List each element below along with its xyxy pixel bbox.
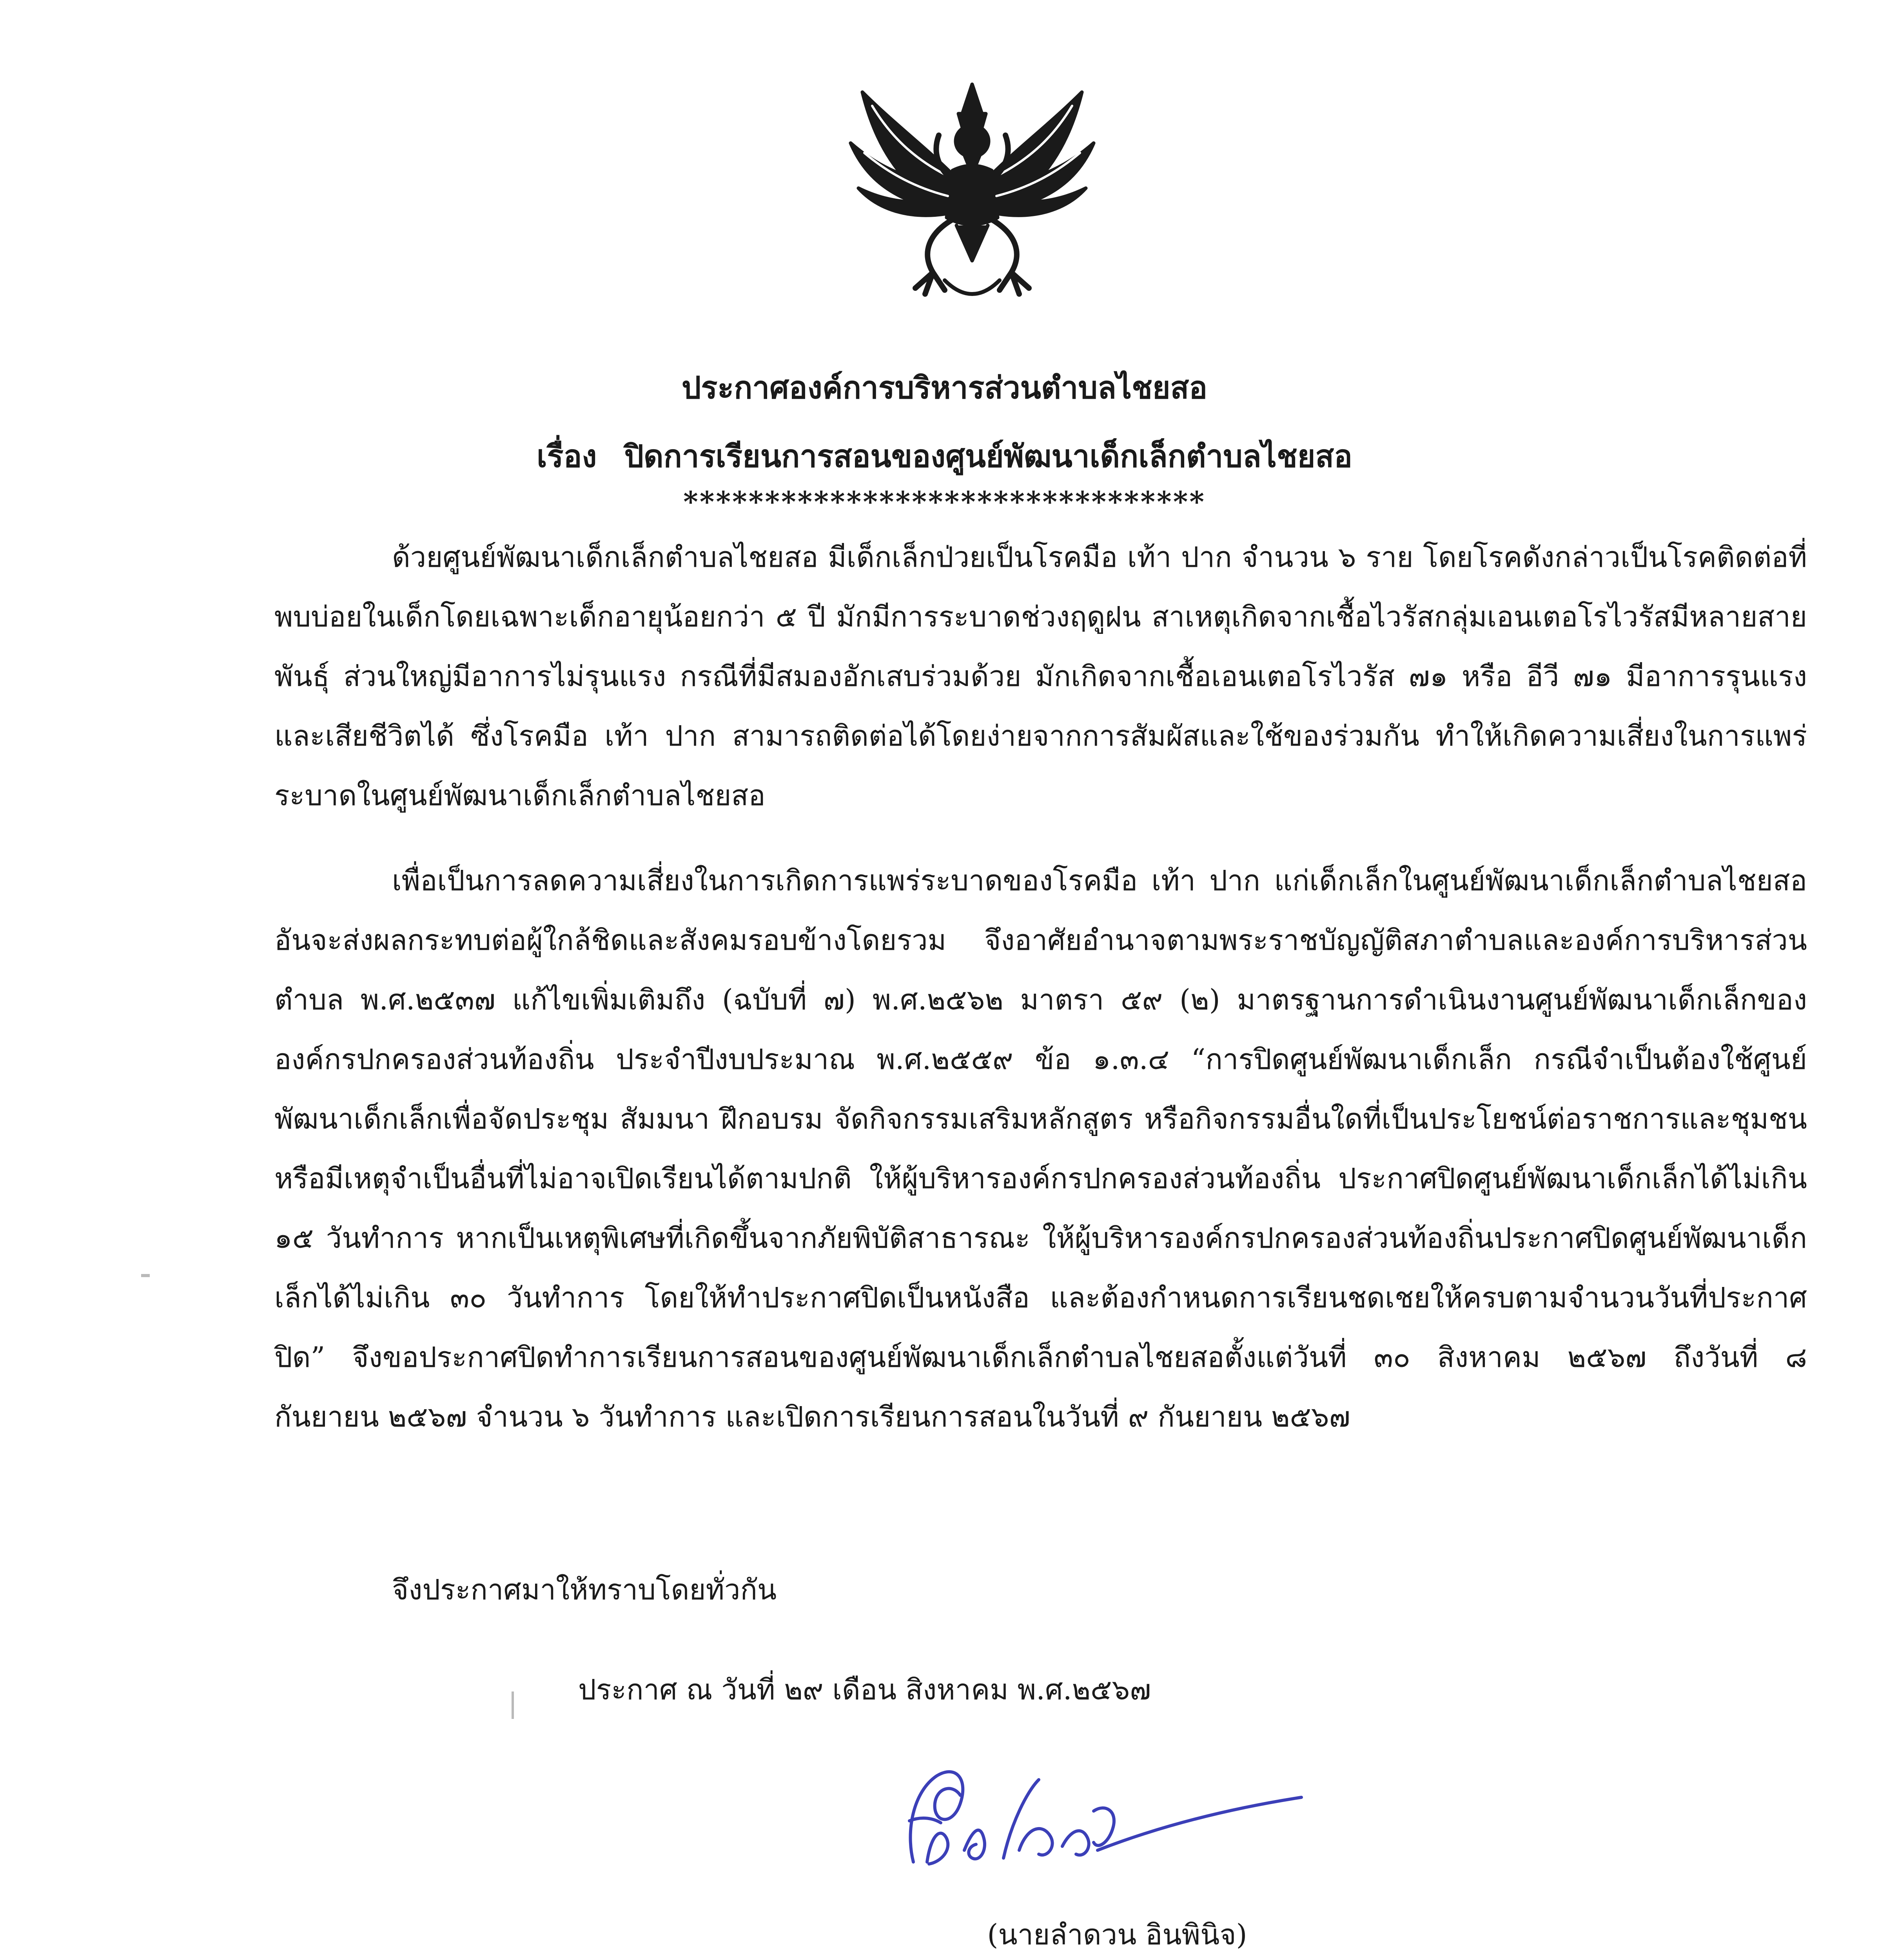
scan-mark	[141, 1274, 150, 1277]
body-paragraph-2: เพื่อเป็นการลดความเสี่ยงในการเกิดการแพร่ระบาดของโรคมือ เท้า ปาก แก่เด็กเล็กในศูนย์พัฒนาเด็กเล็กตำบลไชยสอ อันจะส่งผลกระทบต่อผู้ใกล้ชิดและสังคมรอบข้างโดยรวม จึงอาศัยอำนาจตามพระราชบัญญัติสภาตำบลและองค์การบริหารส่วนตำบล พ.ศ.๒๕๓๗ แก้ไขเพิ่มเติมถึง (ฉบับที่ ๗) พ.ศ.๒๕๖๒ มาตรา ๕๙ (๒) มาตรฐานการดำเนินงานศูนย์พัฒนาเด็กเล็กขององค์กรปกครองส่วนท้องถิ่น ประจำปีงบประมาณ พ.ศ.๒๕๕๙ ข้อ ๑.๓.๔ “การปิดศูนย์พัฒนาเด็กเล็ก กรณีจำเป็นต้องใช้ศูนย์พัฒนาเด็กเล็กเพื่อจัดประชุม สัมมนา ฝึกอบรม จัดกิจกรรมเสริมหลักสูตร หรือกิจกรรมอื่นใดที่เป็นประโยชน์ต่อราชการและชุมชน หรือมีเหตุจำเป็นอื่นที่ไม่อาจเปิดเรียนได้ตามปกติ ให้ผู้บริหารองค์กรปกครองส่วนท้องถิ่น ประกาศปิดศูนย์พัฒนาเด็กเล็กได้ไม่เกิน ๑๕ วันทำการ หากเป็นเหตุพิเศษที่เกิดขึ้นจากภัยพิบัติสาธารณะ ให้ผู้บริหารองค์กรปกครองส่วนท้องถิ่นประกาศปิดศูนย์พัฒนาเด็กเล็กได้ไม่เกิน ๓๐ วันทำการ โดยให้ทำประกาศปิดเป็นหนังสือ และต้องกำหนดการเรียนชดเชยให้ครบตามจำนวนวันที่ประกาศปิด” จึงขอประกาศปิดทำการเรียนการสอนของศูนย์พัฒนาเด็กเล็กตำบลไชยสอตั้งแต่วันที่ ๓๐ สิงหาคม ๒๕๖๗ ถึงวันที่ ๘ กันยายน ๒๕๖๗ จำนวน ๖ วันทำการ และเปิดการเรียนการสอนในวันที่ ๙ กันยายน ๒๕๖๗	[274, 864, 1807, 1433]
signer-name: (นายลำดวน อินพินิจ)	[987, 1918, 1247, 1951]
body-paragraph-1: ด้วยศูนย์พัฒนาเด็กเล็กตำบลไชยสอ มีเด็กเล็กป่วยเป็นโรคมือ เท้า ปาก จำนวน ๖ ราย โดยโรคดังกล่าวเป็นโรคติดต่อที่พบบ่อยในเด็กโดยเฉพาะเด็กอายุน้อยกว่า ๕ ปี มักมีการระบาดช่วงฤดูฝน สาเหตุเกิดจากเชื้อไวรัสกลุ่มเอนเตอโรไวรัสมีหลายสายพันธุ์ ส่วนใหญ่มีอาการไม่รุนแรง กรณีที่มีสมองอักเสบร่วมด้วย มักเกิดจากเชื้อเอนเตอโรไวรัส ๗๑ หรือ อีวี ๗๑ มีอาการรุนแรงและเสียชีวิตได้ ซึ่งโรคมือ เท้า ปาก สามารถติดต่อได้โดยง่ายจากการสัมผัสและใช้ของร่วมกัน ทำให้เกิดความเสี่ยงในการแพร่ระบาดในศูนย์พัฒนาเด็กเล็กตำบลไชยสอ	[274, 541, 1807, 812]
handwritten-signature	[862, 1733, 1313, 1901]
closing-statement: จึงประกาศมาให้ทราบโดยทั่วกัน	[392, 1573, 777, 1606]
subject-text: ปิดการเรียนการสอนของศูนย์พัฒนาเด็กเล็กตำบลไชยสอ	[624, 439, 1352, 474]
announcement-date: ประกาศ ณ วันที่ ๒๙ เดือน สิงหาคม พ.ศ.๒๕๖๗	[578, 1673, 1151, 1706]
scan-mark	[512, 1691, 514, 1719]
garuda-emblem-icon	[835, 76, 1109, 312]
subject-label: เรื่อง	[537, 439, 597, 474]
separator-line: ********************************	[683, 485, 1206, 518]
announcement-subject	[0, 435, 1889, 478]
announcement-title: ประกาศองค์การบริหารส่วนตำบลไชยสอ	[681, 370, 1208, 406]
